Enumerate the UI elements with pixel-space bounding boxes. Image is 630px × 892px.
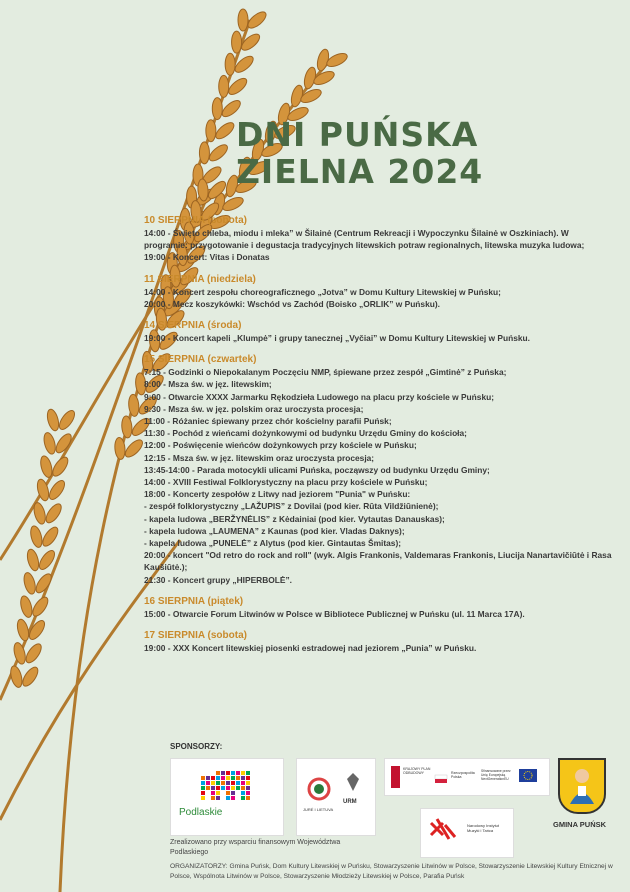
- mosaic-tile: [211, 776, 215, 780]
- wheat-grain: [45, 408, 60, 432]
- ue-label: Sfinansowane przez Unię Europejską NextGenerationEU: [481, 769, 511, 781]
- event-item: 13:45-14:00 - Parada motocykli ulicami Puńska, począwszy od budynku Urzędu Gminy;: [144, 464, 490, 475]
- event-item: - kapela ludowa „LAUMENA” z Kaunas (pod kier. Vladas Daknys);: [144, 525, 405, 536]
- wheat-grain: [19, 595, 34, 619]
- kpo-logos: [384, 758, 550, 796]
- gmina-crest: [558, 758, 606, 814]
- day-block: [144, 214, 614, 264]
- wheat-grain: [219, 75, 229, 97]
- event-item: 21:30 - Koncert grupy „HIPERBOLĖ”.: [144, 574, 292, 585]
- wheat-grain: [121, 416, 133, 439]
- mosaic-tile: [211, 796, 215, 800]
- event-item: 14:00 - Święto chleba, miodu i mleka” w Šilainė (Centrum Rekreacji i Wypoczynku Šilainė w Oszkiniach). W programie: przygotowanie i degustacja tradycyjnych litewskich potraw regionalnych, litewska muzyka ludowa;: [144, 228, 585, 251]
- mosaic-tile: [246, 781, 250, 785]
- crest-icon: [560, 760, 604, 812]
- wheat-grain: [238, 9, 248, 31]
- day-heading: 14 SIERPNIA (środa): [144, 320, 242, 332]
- mosaic-tile: [211, 781, 215, 785]
- mosaic-tile: [231, 786, 235, 790]
- mosaic-tile: [226, 776, 230, 780]
- event-item: 18:00 - Koncerty zespołów z Litwy nad jeziorem "Punia" w Puńsku:: [144, 489, 411, 500]
- event-item: 11:30 - Pochód z wieńcami dożynkowymi od budynku Urzędu Gminy do kościoła;: [144, 428, 467, 439]
- event-item: 11:00 - Różaniec śpiewany przez chór kościelny parafii Puńsk;: [144, 416, 392, 427]
- title-line-1: DNI PUŃSKA: [236, 115, 479, 154]
- day-block: [144, 319, 614, 344]
- event-item: 14:00 - XVIII Festiwal Folklorystyczny na placu przy kościele w Puńsku;: [144, 477, 428, 488]
- mosaic-tile: [216, 796, 220, 800]
- program: [144, 214, 614, 663]
- mosaic-tile: [241, 791, 245, 795]
- page-title: [236, 116, 566, 190]
- mosaic-tile: [231, 791, 235, 795]
- wheat-grain: [40, 525, 61, 549]
- wheat-grain: [199, 142, 209, 164]
- mosaic-tile: [201, 786, 205, 790]
- mosaic-tile: [246, 791, 250, 795]
- wheat-grain: [20, 665, 41, 689]
- day-heading: 16 SIERPNIA (piątek): [144, 595, 244, 607]
- podlaskie-label: Podlaskie: [179, 807, 223, 818]
- wheat-grain: [25, 548, 40, 572]
- mosaic-tile: [226, 771, 230, 775]
- day-heading: 15 SIERPNIA (czwartek): [144, 354, 257, 366]
- event-item: - kapela ludowa „BERŽYNĖLIS” z Kėdainiai (pod kier. Vytautas Danauskas);: [144, 513, 445, 524]
- funding-note: Zrealizowano przy wsparciu finansowym Województwa Podlaskiego: [170, 839, 341, 856]
- gmina-label: GMINA PUŃSK: [553, 820, 607, 829]
- mosaic-tile: [216, 791, 220, 795]
- event-item: 12:00 - Poświęcenie wieńców dożynkowych przy kościele w Puńsku;: [144, 440, 417, 451]
- event-item: 12:15 - Msza św. w jęz. litewskim oraz uroczysta procesja;: [144, 452, 375, 463]
- mosaic-tile: [241, 796, 245, 800]
- mosaic-tile: [231, 776, 235, 780]
- event-item: - zespół folklorystyczny „LAŽUPIS” z Dovilai (pod kier. Rūta Vildžiūnienė);: [144, 501, 439, 512]
- wheat-grain: [57, 408, 78, 432]
- event-item: 20:00 - koncert "Od retro do rock and roll" (wyk. Algis Frankonis, Valdemaras Frankonis, Liucija Nanartavičiūtė i Rasa Kaušiūtė.);: [144, 550, 614, 573]
- event-item: 7:15 - Godzinki o Niepokalanym Poczęciu NMP, śpiewane przez zespół „Gimtinė” z Puńska;: [144, 367, 507, 378]
- wheat-grain: [15, 618, 30, 642]
- sponsors-label: SPONSORZY:: [170, 742, 223, 751]
- wheat-grain: [225, 53, 235, 75]
- wheat-grain: [33, 571, 54, 595]
- mosaic-tile: [211, 791, 215, 795]
- wheat-grain: [22, 571, 37, 595]
- mosaic-tile: [206, 786, 210, 790]
- event-item: 19:00 - Koncert: Vitas i Donatas: [144, 252, 270, 263]
- mosaic-tile: [221, 771, 225, 775]
- event-item: 8:00 - Msza św. w jęz. litewskim;: [144, 379, 272, 390]
- event-item: 20:00 - Mecz koszykówki: Wschód vs Zachód (Boisko „ORLIK” w Puńsku).: [144, 298, 440, 309]
- day-block: [144, 273, 614, 310]
- mosaic-tile: [236, 771, 240, 775]
- event-item: - kapela ludowa „PUNELĖ” z Alytus (pod kier. Gintautas Šmitas);: [144, 538, 402, 549]
- nimit-icon: [421, 809, 513, 857]
- wheat-grain: [29, 525, 44, 549]
- mosaic-tile: [246, 796, 250, 800]
- lithuania-logos: [296, 758, 376, 836]
- mosaic-tile: [231, 781, 235, 785]
- wheat-grain: [32, 501, 47, 525]
- mosaic-tile: [241, 776, 245, 780]
- mosaic-tile: [216, 771, 220, 775]
- mosaic-tile: [241, 771, 245, 775]
- mosaic-tile: [241, 781, 245, 785]
- mosaic-tile: [246, 771, 250, 775]
- wheat-grain: [212, 98, 222, 120]
- mosaic-tile: [231, 771, 235, 775]
- kpo-label: KRAJOWY PLAN ODBUDOWY: [403, 767, 431, 775]
- wheat-grain: [39, 455, 54, 479]
- mosaic-tile: [216, 781, 220, 785]
- mosaic-tile: [226, 796, 230, 800]
- mosaic-tile: [231, 796, 235, 800]
- day-block: [144, 595, 614, 620]
- mosaic-tile: [226, 791, 230, 795]
- wheat-grain: [43, 501, 64, 525]
- nimit-label: Narodowy Instytut Muzyki i Tańca: [467, 823, 500, 833]
- mosaic-tile: [206, 776, 210, 780]
- wheat-grain: [213, 120, 236, 142]
- mosaic-tile: [221, 776, 225, 780]
- emblem-icon: [297, 759, 375, 835]
- organizers: ORGANIZATORZY: Gmina Puńsk, Dom Kultury Litewskiej w Puńsku, Stowarzyszenie Litwinów w Polsce, Stowarzyszenie Litewskiej Kultury Etnicznej w Polsce, Wspólnota Litwinów w Polsce, Stowarzyszenie Młodzieży Litewskiej w Polsce, Parafia Puńsk: [170, 863, 613, 880]
- title-line-2: ZIELNA 2024: [236, 152, 484, 191]
- mosaic-tile: [221, 781, 225, 785]
- wheat-grain: [9, 665, 24, 689]
- mosaic-tile: [226, 786, 230, 790]
- wheat-grain: [123, 437, 146, 460]
- mosaic-tile: [246, 776, 250, 780]
- event-item: 9:00 - Otwarcie XXXX Jarmarku Rękodzieła Ludowego na placu przy kościele w Puńsku;: [144, 391, 495, 402]
- urm-label: URM: [343, 799, 357, 805]
- day-block: [144, 353, 614, 586]
- mosaic-tile: [201, 796, 205, 800]
- event-item: 19:00 - XXX Koncert litewskiej piosenki estradowej nad jeziorem „Punia” w Puńsku.: [144, 643, 477, 654]
- event-item: 9:30 - Msza św. w jęz. polskim oraz uroczysta procesja;: [144, 403, 364, 414]
- day-block: [144, 629, 614, 654]
- bison-icon: [171, 759, 283, 835]
- wheat-grain: [42, 431, 57, 455]
- event-item: 19:00 - Koncert kapeli „Klumpė” i grupy tanecznej „Vyčiai” w Domu Kultury Litewskiej w Puńsku.: [144, 333, 530, 344]
- mosaic-tile: [211, 786, 215, 790]
- day-heading: 11 SIERPNIA (niedziela): [144, 273, 256, 285]
- day-heading: 10 SIERPNIA (sobota): [144, 215, 247, 226]
- podlaskie-logo: [170, 758, 284, 836]
- lietuva-label: JURĖ I LIETUVA: [303, 807, 334, 812]
- rp-label: Rzeczpospolita Polska: [451, 771, 475, 779]
- mosaic-tile: [201, 776, 205, 780]
- wheat-grain: [232, 31, 242, 53]
- mosaic-tile: [216, 786, 220, 790]
- mosaic-tile: [216, 776, 220, 780]
- wheat-grain: [206, 120, 216, 142]
- event-item: 14:00 - Koncert zespołu choreograficznego „Jotva” w Domu Kultury Litewskiej w Puńsku;: [144, 286, 501, 297]
- mosaic-tile: [201, 781, 205, 785]
- mosaic-tile: [241, 786, 245, 790]
- mosaic-tile: [236, 781, 240, 785]
- mosaic-tile: [246, 786, 250, 790]
- wheat-grain: [207, 142, 230, 164]
- mosaic-tile: [236, 776, 240, 780]
- mosaic-tile: [201, 791, 205, 795]
- mosaic-tile: [206, 781, 210, 785]
- mosaic-tile: [236, 786, 240, 790]
- event-item: 15:00 - Otwarcie Forum Litwinów w Polsce w Bibliotece Publicznej w Puńsku (ul. 11 Marca 17A).: [144, 608, 525, 619]
- wheat-grain: [23, 641, 44, 665]
- mosaic-tile: [226, 781, 230, 785]
- day-heading: 17 SIERPNIA (sobota): [144, 630, 247, 642]
- mosaic-tile: [221, 786, 225, 790]
- nimit-logo: [420, 808, 514, 858]
- wheat-grain: [30, 595, 51, 619]
